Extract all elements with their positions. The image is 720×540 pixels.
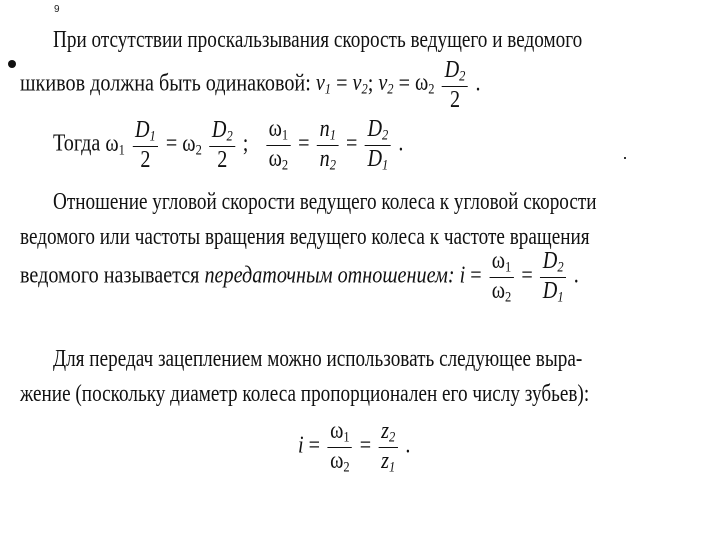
equals-sign-b: =: [359, 432, 372, 459]
fraction-z2-over-z1: $\frac{z_2}{z_1}$: [379, 419, 398, 475]
omega2-symbol: $\omega_2$: [182, 130, 202, 159]
equals-sign: =: [165, 130, 178, 157]
fraction-D2-over-D1: $\frac{D_2}{D_1}$: [365, 117, 391, 173]
paragraph-4-line-2: жение (поскольку диаметр колеса пропорционален его числу зубьев):: [20, 381, 590, 407]
fraction-D1-over-2: $\frac{D_1}{2}$: [132, 118, 158, 172]
equals-sign: =: [308, 432, 321, 459]
fraction-D2-over-D1: $\frac{D_2}{D_1}$: [540, 249, 566, 305]
paragraph-3-line-3: [20, 249, 579, 305]
period: .: [405, 432, 411, 459]
fraction-D2-over-2: $\frac{D_2}{2}$: [209, 118, 235, 172]
formula-togda: [53, 117, 403, 173]
fraction-D2-over-2: [442, 58, 468, 112]
paragraph-4-line-1: Для передач зацеплением можно использовать следующее выра-: [53, 346, 583, 372]
equals-sign-b: =: [398, 70, 410, 97]
equals-sign: =: [470, 262, 482, 289]
paragraph-3-line-1: Отношение угловой скорости ведущего колеса к угловой скорости: [53, 189, 597, 215]
period: .: [475, 70, 481, 97]
period: .: [398, 130, 404, 157]
equals-sign-c: =: [346, 130, 358, 157]
fraction-w1-over-w2: $\frac{\omega_1}{\omega_2}$: [266, 117, 291, 173]
fraction-denominator: 2: [449, 86, 461, 113]
v2-symbol: $v_2$: [352, 70, 368, 99]
formula-gear-ratio-teeth: [298, 419, 410, 475]
fraction-w1-over-w2: $\frac{\omega_1}{\omega_2}$: [328, 419, 353, 475]
semicolon: ;: [242, 130, 249, 157]
equals-sign-b: =: [298, 130, 310, 157]
paragraph-1-line-1: При отсутствии проскальзывания скорость ведущего и ведомого: [53, 27, 583, 53]
omega1-symbol: $\omega_1$: [105, 130, 125, 159]
semicolon: ;: [367, 70, 374, 97]
term-gear-ratio: передаточным отношением:: [204, 262, 455, 289]
equals-sign: =: [336, 70, 348, 97]
page-number: 9: [54, 4, 60, 15]
line-text: шкивов должна быть одинаковой:: [20, 70, 311, 97]
fraction-w1-over-w2: $\frac{\omega_1}{\omega_2}$: [489, 249, 514, 305]
equals-sign-b: =: [521, 262, 533, 289]
paragraph-1-line-2: [20, 58, 481, 112]
bullet-icon: [8, 60, 16, 68]
v2-symbol-b: $v_2$: [378, 70, 394, 99]
i-symbol: i: [298, 432, 304, 459]
period: .: [573, 262, 579, 289]
word-togda: Тогда: [53, 130, 101, 157]
paragraph-3-line-2: ведомого или частоты вращения ведущего колеса к частоте вращения: [20, 224, 590, 250]
v1-symbol: $v_1$: [315, 70, 332, 99]
omega2-symbol: $\omega_2$: [414, 70, 435, 99]
line-text: ведомого называется: [20, 262, 200, 289]
fraction-n1-over-n2: $\frac{n_1}{n_2}$: [317, 117, 338, 173]
i-symbol: i: [459, 262, 466, 289]
speck-mark: [624, 157, 626, 159]
fraction-numerator: $D_2$: [442, 58, 468, 87]
